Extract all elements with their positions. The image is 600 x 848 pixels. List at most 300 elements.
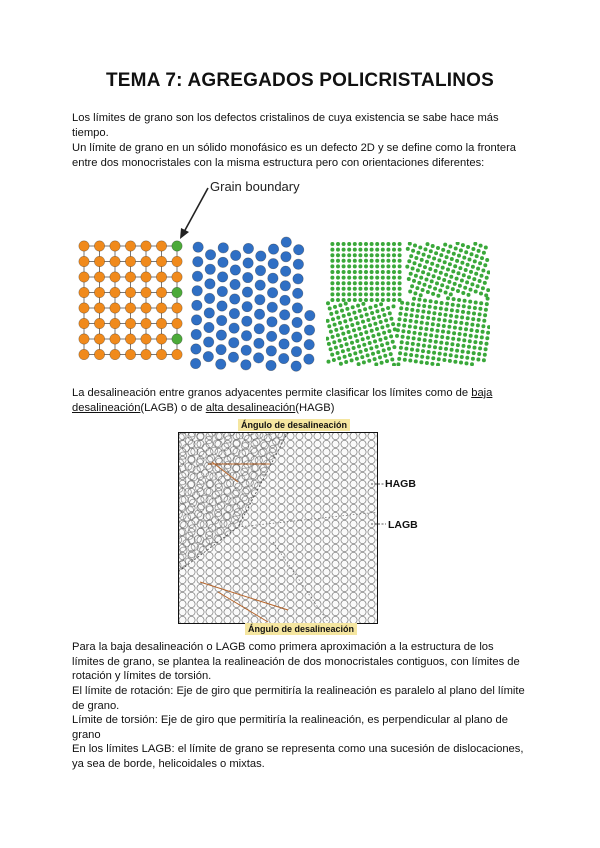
micro-dot	[487, 270, 490, 274]
micro-dot	[437, 258, 441, 262]
micro-dot	[446, 285, 450, 289]
micro-dot	[356, 321, 360, 325]
micro-dot	[466, 316, 470, 320]
micro-dot	[479, 244, 483, 248]
micro-dot	[381, 308, 385, 312]
micro-dot	[386, 259, 390, 263]
micro-dot	[346, 348, 350, 352]
micro-dot	[436, 363, 440, 366]
boundary-atom	[172, 287, 182, 297]
micro-dot	[444, 291, 448, 295]
micro-dot	[389, 317, 393, 321]
micro-dot	[386, 276, 390, 280]
micro-dot	[419, 326, 423, 330]
micro-dot	[423, 265, 427, 269]
micro-dot	[455, 277, 459, 281]
micro-dot	[379, 320, 383, 324]
micro-dot	[459, 248, 463, 252]
micro-dot	[332, 340, 336, 344]
micro-dot	[364, 264, 368, 268]
micro-dot	[439, 271, 443, 275]
micro-dot	[340, 309, 344, 313]
micro-dot	[474, 272, 478, 276]
micro-dot	[343, 319, 347, 323]
micro-dot	[370, 242, 374, 246]
micro-dot	[347, 264, 351, 268]
micro-dot	[470, 323, 474, 327]
orange-atom	[79, 334, 89, 344]
micro-dot	[374, 362, 378, 366]
micro-dot	[453, 360, 457, 364]
micro-dot	[364, 348, 368, 352]
blue-atom	[218, 243, 228, 253]
blue-atom	[292, 332, 302, 342]
micro-dot	[463, 299, 467, 303]
micro-dot	[455, 259, 459, 263]
blue-atom	[230, 279, 240, 289]
micro-dot	[347, 330, 351, 334]
micro-dot	[338, 303, 342, 307]
micro-dot	[358, 242, 362, 246]
micro-dot	[411, 267, 415, 271]
micro-dot	[436, 323, 440, 327]
micro-dot	[476, 284, 480, 288]
blue-atom	[242, 287, 252, 297]
micro-dot	[347, 270, 351, 274]
micro-dot	[342, 276, 346, 280]
micro-dot	[353, 281, 357, 285]
blue-atom	[292, 317, 302, 327]
micro-dot	[361, 337, 365, 341]
blue-atom	[293, 288, 303, 298]
micro-dot	[337, 356, 341, 360]
micro-dot	[398, 253, 402, 257]
micro-dot	[453, 282, 457, 286]
micro-dot	[330, 270, 334, 274]
blue-atom	[192, 286, 202, 296]
orange-atom	[172, 256, 182, 266]
micro-dot	[336, 316, 340, 320]
orange-atom	[125, 318, 135, 328]
micro-dot	[347, 298, 351, 302]
intro-paragraph-2: Un límite de grano en un sólido monofásico es un defecto 2D y se define como la frontera entre dos monocristales con la misma estructura pero con orientaciones diferentes:	[72, 142, 517, 169]
micro-dot	[375, 253, 379, 257]
micro-dot	[386, 281, 390, 285]
micro-dot	[353, 276, 357, 280]
micro-dot	[353, 248, 357, 252]
micro-dot	[392, 304, 396, 308]
blue-atom	[230, 294, 240, 304]
micro-dot	[330, 259, 334, 263]
micro-dot	[444, 273, 448, 277]
micro-dot	[418, 332, 422, 336]
micro-dot	[353, 242, 357, 246]
orange-atom	[94, 334, 104, 344]
orange-atom	[172, 303, 182, 313]
micro-dot	[436, 246, 440, 250]
micro-dot	[452, 331, 456, 335]
micro-dot	[329, 312, 333, 316]
micro-dot	[467, 275, 471, 279]
micro-dot	[387, 329, 391, 333]
orange-atom	[141, 256, 151, 266]
micro-dot	[434, 300, 438, 304]
micro-dot	[387, 347, 391, 351]
micro-dot	[477, 352, 481, 356]
micro-dot	[359, 350, 363, 354]
micro-dot	[452, 297, 456, 301]
micro-dot	[370, 292, 374, 296]
micro-dot	[439, 341, 443, 345]
micro-dot	[423, 283, 427, 287]
micro-dot	[481, 330, 485, 334]
micro-dot	[366, 336, 370, 340]
micro-dot	[354, 316, 358, 320]
micro-dot	[328, 307, 332, 311]
micro-dot	[483, 263, 487, 267]
rotation-boundary-paragraph: El límite de rotación: Eje de giro que permitiría la realineación es paralelo al plano del límite de grano.	[72, 685, 525, 712]
micro-dot	[398, 248, 402, 252]
blue-atom	[267, 317, 277, 327]
micro-dot	[344, 302, 348, 306]
micro-dot	[438, 312, 442, 316]
micro-dot	[467, 305, 471, 309]
micro-dot	[408, 242, 412, 246]
micro-dot	[391, 322, 395, 326]
micro-dot	[336, 281, 340, 285]
micro-dot	[405, 265, 409, 269]
blue-atom	[281, 251, 291, 261]
blue-atom	[266, 346, 276, 356]
blue-atom	[191, 315, 201, 325]
micro-dot	[412, 297, 416, 301]
micro-dot	[431, 292, 435, 296]
micro-dot	[408, 290, 412, 294]
micro-dot	[475, 254, 479, 258]
micro-dot	[436, 294, 440, 298]
micro-dot	[478, 312, 482, 316]
micro-dot	[472, 312, 476, 316]
micro-dot	[418, 298, 422, 302]
micro-dot	[439, 307, 443, 311]
micro-dot	[330, 248, 334, 252]
blue-atom	[241, 360, 251, 370]
micro-dot	[335, 310, 339, 314]
micro-dot	[398, 276, 402, 280]
grain-boundary-figure	[72, 176, 320, 376]
micro-dot	[385, 359, 389, 363]
micro-dot	[426, 356, 430, 360]
micro-dot	[457, 254, 461, 258]
micro-dot	[483, 353, 487, 357]
micro-dot	[447, 250, 451, 254]
micro-dot	[429, 333, 433, 337]
micro-dot	[353, 259, 357, 263]
micro-dot	[340, 326, 344, 330]
micro-dot	[380, 325, 384, 329]
micro-dot	[358, 298, 362, 302]
micro-dot	[481, 286, 485, 290]
micro-dot	[377, 332, 381, 336]
blue-atom	[243, 258, 253, 268]
micro-dot	[329, 330, 333, 334]
micro-dot	[475, 329, 479, 333]
micro-dot	[448, 245, 452, 249]
micro-dot	[330, 292, 334, 296]
misalignment-mid: (LAGB) o de	[140, 401, 206, 414]
micro-dot	[463, 286, 467, 290]
blue-atom	[292, 303, 302, 313]
micro-dot	[339, 344, 343, 348]
micro-dot	[441, 330, 445, 334]
micro-dot	[435, 334, 439, 338]
micro-dot	[455, 309, 459, 313]
micro-dot	[388, 311, 392, 315]
micro-dot	[478, 261, 482, 265]
micro-dot	[462, 273, 466, 277]
micro-dot	[366, 353, 370, 357]
micro-dot	[410, 313, 414, 317]
micro-dot	[472, 351, 476, 355]
micro-dot	[408, 325, 412, 329]
orange-atom	[94, 272, 104, 282]
micro-dot	[333, 305, 337, 309]
micro-dot	[375, 298, 379, 302]
micro-dot	[424, 327, 428, 331]
micro-dot	[362, 360, 366, 364]
blue-atom	[293, 274, 303, 284]
hagb-lagb-figure	[178, 432, 378, 624]
micro-dot	[406, 302, 410, 306]
micro-dot	[461, 350, 465, 354]
micro-dot	[404, 347, 408, 351]
micro-dot	[450, 348, 454, 352]
micro-dot	[454, 247, 458, 251]
orange-atom	[110, 318, 120, 328]
polycrystal-dot-figure	[326, 242, 490, 366]
micro-dot	[398, 351, 402, 355]
micro-dot	[418, 246, 422, 250]
micro-dot	[472, 277, 476, 281]
micro-dot	[437, 318, 441, 322]
orange-atom	[125, 349, 135, 359]
micro-dot	[352, 311, 356, 315]
micro-dot	[373, 322, 377, 326]
micro-dot	[444, 347, 448, 351]
micro-dot	[392, 248, 396, 252]
micro-dot	[347, 287, 351, 291]
blue-atom	[192, 300, 202, 310]
micro-dot	[422, 344, 426, 348]
micro-dot	[375, 287, 379, 291]
micro-dot	[416, 348, 420, 352]
micro-dot	[479, 292, 483, 296]
micro-dot	[409, 319, 413, 323]
micro-dot	[480, 256, 484, 260]
micro-dot	[481, 324, 485, 328]
micro-dot	[347, 248, 351, 252]
micro-dot	[416, 268, 420, 272]
micro-dot	[353, 264, 357, 268]
micro-dot	[465, 356, 469, 360]
micro-dot	[401, 329, 405, 333]
micro-dot	[386, 264, 390, 268]
micro-dot	[430, 279, 434, 283]
micro-dot	[347, 259, 351, 263]
low-misalignment-link[interactable]: baja desalineación	[72, 387, 493, 414]
micro-dot	[336, 259, 340, 263]
micro-dot	[384, 318, 388, 322]
micro-dot	[381, 259, 385, 263]
micro-dot	[345, 307, 349, 311]
blue-atom	[242, 316, 252, 326]
micro-dot	[455, 315, 459, 319]
blue-atom	[253, 353, 263, 363]
blue-atom	[267, 288, 277, 298]
blue-atom	[243, 272, 253, 282]
micro-dot	[440, 283, 444, 287]
micro-dot	[439, 346, 443, 350]
misalignment-angle-top-label: Ángulo de desalineación	[238, 419, 350, 431]
micro-dot	[458, 284, 462, 288]
micro-dot	[447, 280, 451, 284]
micro-dot	[398, 264, 402, 268]
blue-atom	[279, 324, 289, 334]
micro-dot	[455, 349, 459, 353]
micro-dot	[326, 337, 329, 341]
micro-dot	[398, 292, 402, 296]
micro-dot	[403, 358, 407, 362]
micro-dot	[364, 270, 368, 274]
orange-atom	[125, 334, 135, 344]
micro-dot	[392, 287, 396, 291]
orange-atom	[141, 272, 151, 282]
micro-dot	[378, 355, 382, 359]
blue-atom	[268, 273, 278, 283]
micro-dot	[407, 259, 411, 263]
micro-dot	[445, 341, 449, 345]
blue-atom	[204, 308, 214, 318]
orange-atom	[79, 349, 89, 359]
micro-dot	[416, 343, 420, 347]
micro-dot	[350, 323, 354, 327]
micro-dot	[358, 292, 362, 296]
blue-atom	[204, 293, 214, 303]
micro-dot	[444, 307, 448, 311]
micro-dot	[457, 271, 461, 275]
micro-dot	[413, 331, 417, 335]
micro-dot	[348, 335, 352, 339]
blue-atom	[256, 251, 266, 261]
micro-dot	[370, 329, 374, 333]
orange-atom	[110, 334, 120, 344]
micro-dot	[405, 341, 409, 345]
micro-dot	[366, 318, 370, 322]
micro-dot	[386, 287, 390, 291]
lagb-paragraph: Para la baja desalineación o LAGB como primera aproximación a la estructura de los límites de grano, se plantea la realineación de dos monocristales contiguos, con límites de rotación y límites de torsión.	[72, 641, 520, 683]
blue-atom	[190, 358, 200, 368]
micro-dot	[396, 328, 400, 332]
micro-dot	[336, 298, 340, 302]
high-misalignment-link[interactable]: alta desalineación	[205, 401, 296, 414]
micro-dot	[415, 354, 419, 358]
micro-dot	[392, 253, 396, 257]
micro-dot	[347, 312, 351, 316]
micro-dot	[404, 313, 408, 317]
micro-dot	[358, 287, 362, 291]
blue-atom	[304, 325, 314, 335]
micro-dot	[364, 259, 368, 263]
grain-boundary-label: Grain boundary	[210, 179, 300, 194]
micro-dot	[477, 249, 481, 253]
micro-dot	[468, 258, 472, 262]
micro-dot	[406, 247, 410, 251]
micro-dot	[440, 301, 444, 305]
dislocations-paragraph: En los límites LAGB: el límite de grano se representa como una sucesión de dislocaciones, ya sea de borde, helicoidales o mixtas.	[72, 743, 524, 770]
micro-dot	[385, 341, 389, 345]
micro-dot	[429, 249, 433, 253]
micro-dot	[425, 278, 429, 282]
orange-atom	[79, 318, 89, 328]
micro-dot	[468, 300, 472, 304]
micro-dot	[462, 344, 466, 348]
blue-atom	[241, 331, 251, 341]
blue-atom	[291, 361, 301, 371]
micro-dot	[443, 353, 447, 357]
micro-dot	[456, 289, 460, 293]
orange-atom	[141, 287, 151, 297]
micro-dot	[326, 319, 330, 323]
micro-dot	[392, 292, 396, 296]
micro-dot	[447, 330, 451, 334]
orange-atom	[125, 241, 135, 251]
micro-dot	[426, 272, 430, 276]
micro-dot	[330, 281, 334, 285]
micro-dot	[375, 292, 379, 296]
micro-dot	[342, 314, 346, 318]
micro-dot	[342, 264, 346, 268]
blue-atom	[254, 309, 264, 319]
orange-atom	[79, 303, 89, 313]
micro-dot	[431, 356, 435, 360]
micro-dot	[345, 342, 349, 346]
micro-dot	[343, 355, 347, 359]
micro-dot	[392, 259, 396, 263]
micro-dot	[397, 357, 401, 361]
micro-dot	[459, 361, 463, 365]
micro-dot	[359, 314, 363, 318]
micro-dot	[458, 327, 462, 331]
micro-dot	[358, 276, 362, 280]
micro-dot	[358, 270, 362, 274]
orange-atom	[110, 303, 120, 313]
blue-atom	[293, 259, 303, 269]
micro-dot	[478, 307, 482, 311]
micro-dot	[364, 292, 368, 296]
micro-dot	[389, 334, 393, 338]
micro-dot	[382, 348, 386, 352]
micro-dot	[355, 339, 359, 343]
micro-dot	[485, 302, 489, 306]
micro-dot	[365, 313, 369, 317]
micro-dot	[419, 293, 423, 297]
micro-dot	[456, 304, 460, 308]
micro-dot	[398, 242, 402, 246]
micro-dot	[482, 319, 486, 323]
micro-dot	[410, 284, 414, 288]
micro-dot	[422, 253, 426, 257]
orange-atom	[156, 272, 166, 282]
